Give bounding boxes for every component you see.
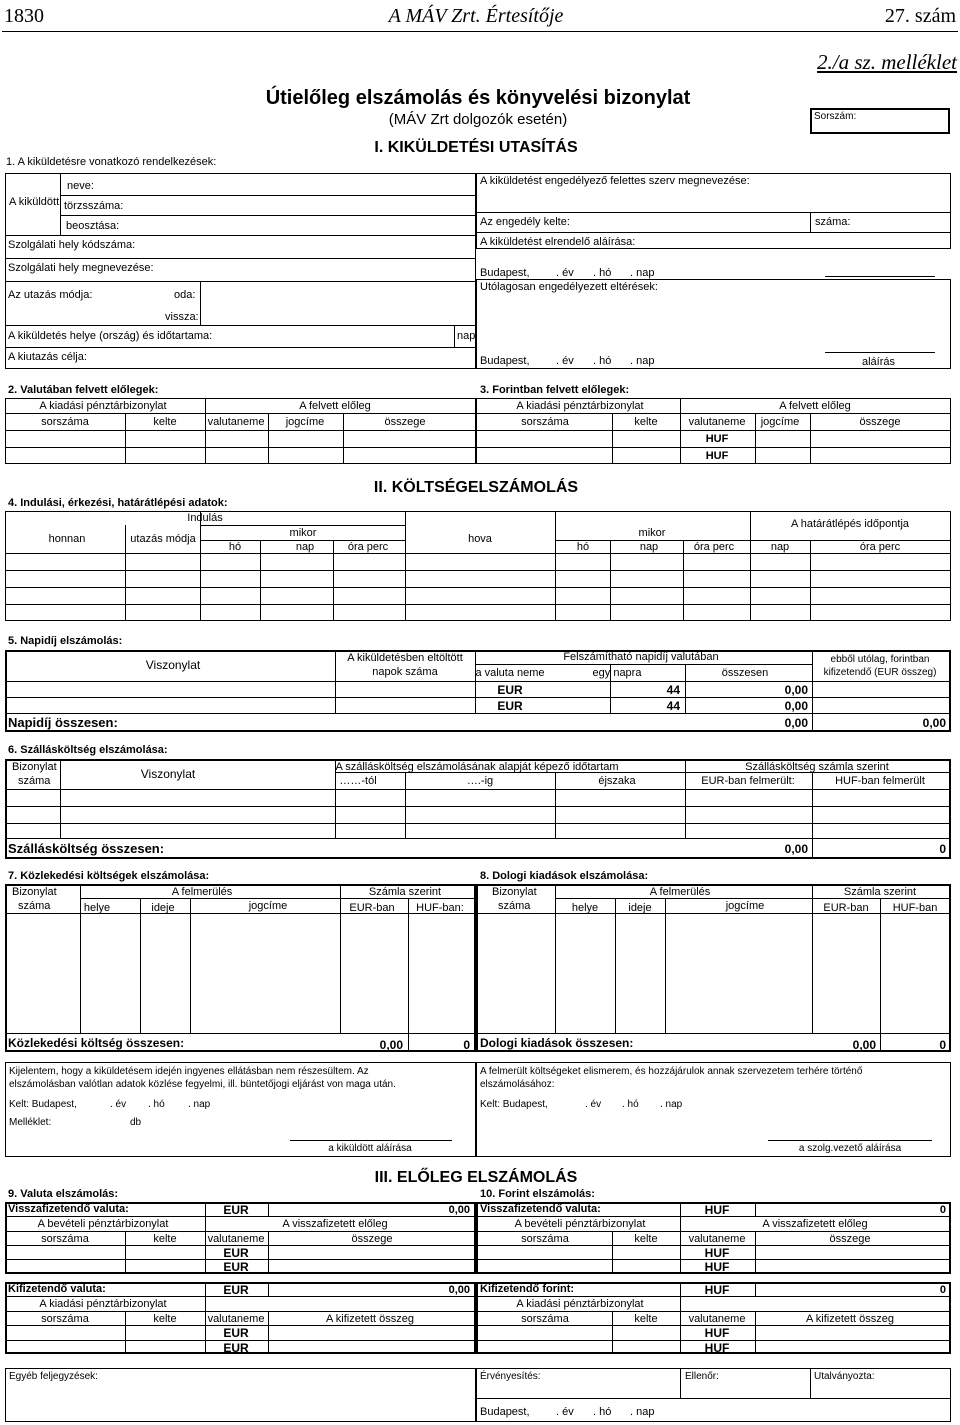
provisions-heading: 1. A kiküldetésre vonatkozó rendelkezések: (6, 156, 217, 168)
outbound-label: oda: (174, 289, 196, 301)
authorizer-label: Utalványozta: (814, 1371, 875, 1382)
s3-voucher-head: A kiadási pénztárbizonylat (516, 400, 644, 412)
s5-row2-currency: EUR (497, 699, 523, 713)
s9-col-serial: sorszáma (41, 1233, 89, 1245)
decl-left-day: . nap (188, 1099, 211, 1110)
s10-payment-voucher-head: A kiadási pénztárbizonylat (516, 1298, 644, 1310)
days-label: nap (457, 330, 476, 342)
departure-head: Indulás (187, 512, 223, 524)
s10-receipt-head: A bevételi pénztárbizonylat (514, 1218, 646, 1230)
s10-huf-2: HUF (704, 1260, 730, 1274)
s9-payout-label: Kifizetendő valuta: (8, 1283, 106, 1295)
s9-pcol-amount: A kifizetett összeg (325, 1313, 415, 1325)
s9-payout-currency: EUR (223, 1283, 249, 1297)
page-number: 1830 (4, 5, 44, 27)
s6-sum-value-1: 0,00 (784, 842, 808, 856)
decl-left-date-label: Kelt: Budapest, (9, 1099, 77, 1110)
validation-label: Érvényesítés: (480, 1371, 541, 1382)
name-label: neve: (67, 180, 94, 192)
s10-refund-label: Visszafizetendő valuta: (480, 1203, 601, 1215)
from-head: honnan (48, 533, 86, 545)
s3-advance-head: A felvett előleg (779, 400, 851, 412)
s6-nights-head: éjszaka (598, 775, 636, 787)
s5-currency-head: a valuta neme (475, 667, 545, 679)
notes-label: Egyéb feljegyzések: (9, 1371, 98, 1382)
hour-head-2: óra perc (693, 541, 735, 553)
section-6-heading: 6. Szállásköltség elszámolása: (8, 744, 168, 756)
declaration-text-2: elszámolásban valótlan adatok közlése fegyelmi, ill. büntetőjogi eljárást von maga után. (9, 1079, 396, 1090)
s10-pcol-amount: A kifizetett összeg (805, 1313, 895, 1325)
s3-col-currency: valutaneme (688, 416, 746, 428)
s10-payout-currency: HUF (704, 1283, 730, 1297)
s8-sum-value-2: 0 (939, 1038, 946, 1052)
when-head-1: mikor (289, 527, 317, 539)
s10-refund-amount: 0 (939, 1204, 946, 1216)
employee-signature-label: a kiküldött aláírása (328, 1143, 412, 1154)
declaration-text-1: Kijelentem, hogy a kiküldetésem idején ingyenes ellátásban nem részesültem. Az (9, 1066, 369, 1077)
section-2-heading: 2. Valutában felvett előlegek: (8, 384, 159, 396)
attachment-label: Melléklet: (9, 1117, 52, 1128)
section-5-heading: 5. Napidíj elszámolás: (8, 635, 123, 647)
s2-col-date: kelte (153, 416, 177, 428)
date-month-2: . hó (593, 355, 612, 367)
s2-voucher-head: A kiadási pénztárbizonylat (39, 400, 167, 412)
s7-voucher-head-1: Bizonylat (12, 886, 57, 898)
section-i-heading: I. KIKÜLDETÉSI UTASÍTÁS (374, 139, 578, 156)
s8-place-head: helye (571, 902, 599, 914)
s7-eur-head: EUR-ban (349, 902, 395, 914)
s8-occurrence-head: A felmerülés (649, 886, 711, 898)
workplace-code-label: Szolgálati hely kódszáma: (8, 239, 136, 251)
s7-voucher-head-2: száma (18, 900, 51, 912)
s10-pcol-currency: valutaneme (688, 1313, 746, 1325)
workplace-name-label: Szolgálati hely megnevezése: (8, 262, 154, 274)
day-head-2: nap (639, 541, 659, 553)
s2-col-serial: sorszáma (41, 416, 89, 428)
manager-signature-label: a szolg.vezető aláírása (798, 1143, 902, 1154)
month-head-1: hó (228, 541, 242, 553)
month-head-2: hó (576, 541, 590, 553)
purpose-label: A kiutazás célja: (8, 351, 87, 363)
s2-advance-head: A felvett előleg (299, 400, 371, 412)
decl-left-month: . hó (148, 1099, 165, 1110)
s10-huf-3: HUF (704, 1326, 730, 1340)
s5-row1-currency: EUR (497, 683, 523, 697)
footer-month: . hó (593, 1406, 612, 1418)
place-budapest-2: Budapest, (480, 355, 530, 367)
footer-year: . év (556, 1406, 574, 1418)
day-head-1: nap (295, 541, 315, 553)
form-title: Útielőleg elszámolás és könyvelési bizonylat (265, 87, 691, 109)
section-8-heading: 8. Dologi kiadások elszámolása: (480, 870, 649, 882)
s7-purpose-head: jogcíme (248, 900, 288, 912)
day-head-3: nap (770, 541, 790, 553)
position-label: beosztása: (66, 220, 120, 232)
journal-title: A MÁV Zrt. Értesítője (388, 5, 564, 27)
travel-mode-head: utazás módja (130, 533, 196, 545)
transport-table (5, 884, 476, 1052)
s9-eur-2: EUR (223, 1260, 249, 1274)
s9-eur-1: EUR (223, 1246, 249, 1260)
s10-huf-4: HUF (704, 1341, 730, 1355)
s6-from-head: ……-tól (339, 775, 377, 787)
controller-label: Ellenőr: (685, 1371, 719, 1382)
s10-refund-currency: HUF (704, 1203, 730, 1217)
date-month: . hó (593, 267, 612, 279)
s9-pcol-date: kelte (153, 1313, 177, 1325)
s7-huf-head: HUF-ban: (416, 902, 464, 914)
permit-date-label: Az engedély kelte: (480, 216, 570, 228)
to-head: hova (468, 533, 492, 545)
decl-right-date-label: Kelt: Budapest, (480, 1099, 548, 1110)
s3-col-serial: sorszáma (521, 416, 569, 428)
s5-rate-head: Felszámítható napidíj valutában (563, 651, 719, 663)
s6-voucher-head-2: száma (18, 775, 51, 787)
s2-col-currency: valutaneme (207, 416, 265, 428)
attachment-count-label: db (130, 1117, 142, 1128)
s8-sum-label: Dologi kiadások összesen: (480, 1036, 634, 1050)
s8-voucher-head-1: Bizonylat (492, 886, 537, 898)
section-10-heading: 10. Forint elszámolás: (480, 1188, 595, 1200)
s9-refund-label: Visszafizetendő valuta: (8, 1203, 129, 1215)
s6-route-head: Viszonylat (140, 767, 196, 781)
s9-col-amount: összege (351, 1233, 393, 1245)
s5-huf-head-2: kifizetendő (EUR összeg) (823, 667, 937, 678)
date-day: . nap (630, 267, 655, 279)
destination-duration-label: A kiküldetés helye (ország) és időtartama: (8, 330, 213, 342)
signature-label: aláírás (862, 356, 896, 368)
s7-sum-value-1: 0,00 (379, 1038, 403, 1052)
s9-eur-4: EUR (223, 1341, 249, 1355)
decl-left-year: . év (110, 1099, 127, 1110)
permit-number-label: száma: (815, 216, 851, 228)
s9-eur-3: EUR (223, 1326, 249, 1340)
s7-sum-label: Közlekedési költség összesen: (8, 1036, 185, 1050)
s7-place-head: helye (83, 902, 111, 914)
s10-col-currency: valutaneme (688, 1233, 746, 1245)
s10-pcol-date: kelte (634, 1313, 658, 1325)
s9-col-currency: valutaneme (207, 1233, 265, 1245)
s5-row2-rate: 44 (666, 699, 680, 713)
s7-occurrence-head: A felmerülés (171, 886, 233, 898)
s5-total-head: összesen (721, 667, 769, 679)
date-day-2: . nap (630, 355, 655, 367)
footer-day: . nap (630, 1406, 655, 1418)
s2-col-title: jogcíme (285, 416, 325, 428)
s5-huf-head-1: ebből utólag, forintban (830, 654, 930, 665)
s10-pcol-serial: sorszáma (521, 1313, 569, 1325)
s5-days-head-2: napok száma (372, 666, 438, 678)
date-year-2: . év (556, 355, 574, 367)
s6-eur-head: EUR-ban felmerült: (701, 775, 795, 787)
s8-huf-head: HUF-ban (892, 902, 938, 914)
border-crossing-head: A határátlépés időpontja (790, 518, 910, 530)
s2-col-amount: összege (384, 416, 426, 428)
serial-number-label: Sorszám: (814, 111, 857, 122)
section-iii-heading: III. ELŐLEG ELSZÁMOLÁS (374, 1169, 578, 1186)
s6-huf-head: HUF-ban felmerült (835, 775, 925, 787)
form-subtitle: (MÁV Zrt dolgozók esetén) (388, 111, 568, 128)
s7-sum-value-2: 0 (463, 1038, 470, 1052)
s9-receipt-head: A bevételi pénztárbizonylat (37, 1218, 169, 1230)
section-3-heading: 3. Forintban felvett előlegek: (480, 384, 630, 396)
s8-voucher-head-2: száma (498, 900, 531, 912)
s6-sum-label: Szállásköltség összesen: (8, 841, 165, 856)
s6-until-head: ….-ig (466, 775, 494, 787)
authorizing-body-label: A kiküldetést engedélyező felettes szerv megnevezése: (480, 175, 750, 187)
s8-invoice-head: Számla szerint (843, 886, 917, 898)
hour-head-1: óra perc (347, 541, 389, 553)
s3-col-amount: összege (859, 416, 901, 428)
travel-mode-label: Az utazás módja: (8, 289, 93, 301)
s8-time-head: ideje (628, 902, 652, 914)
s5-row2-total: 0,00 (784, 699, 808, 713)
date-year: . év (556, 267, 574, 279)
section-9-heading: 9. Valuta elszámolás: (8, 1188, 119, 1200)
s5-route-head: Viszonylat (145, 658, 201, 672)
s10-col-serial: sorszáma (521, 1233, 569, 1245)
approval-text-1: A felmerült költségeket elismerem, és hozzájárulok annak szervezetem terhére történő (480, 1066, 863, 1077)
footer-place: Budapest, (480, 1406, 530, 1418)
hour-head-3: óra perc (859, 541, 901, 553)
s9-payment-voucher-head: A kiadási pénztárbizonylat (39, 1298, 167, 1310)
s6-invoice-head: Szállásköltség számla szerint (745, 761, 889, 773)
s3-currency-huf-1: HUF (705, 433, 729, 445)
s5-sum-value-2: 0,00 (922, 716, 946, 730)
ordering-signature-label: A kiküldetést elrendelő aláírása: (480, 236, 636, 248)
section-4-heading: 4. Indulási, érkezési, határátlépési adatok: (8, 497, 228, 509)
s6-voucher-head-1: Bizonylat (12, 761, 57, 773)
issue-number: 27. szám (884, 5, 956, 27)
place-budapest: Budapest, (480, 267, 530, 279)
s5-row1-total: 0,00 (784, 683, 808, 697)
s9-payout-amount: 0,00 (448, 1284, 470, 1296)
s8-purpose-head: jogcíme (725, 900, 765, 912)
s5-row1-rate: 44 (666, 683, 680, 697)
s5-per-day-head: egy napra (592, 667, 642, 679)
s3-currency-huf-2: HUF (705, 450, 729, 462)
section-7-heading: 7. Közlekedési költségek elszámolása: (8, 870, 210, 882)
when-head-2: mikor (638, 527, 666, 539)
s10-col-amount: összege (829, 1233, 871, 1245)
employee-id-label: törzsszáma: (64, 200, 124, 212)
s7-time-head: ideje (151, 902, 175, 914)
s5-sum-value-1: 0,00 (784, 716, 808, 730)
s9-refund-currency: EUR (223, 1203, 249, 1217)
s9-col-date: kelte (153, 1233, 177, 1245)
s7-invoice-head: Számla szerint (368, 886, 442, 898)
s10-huf-1: HUF (704, 1246, 730, 1260)
s6-period-head: A szállásköltség elszámolásának alapját képező időtartam (335, 761, 619, 773)
decl-right-year: . év (585, 1099, 602, 1110)
section-ii-heading: II. KÖLTSÉGELSZÁMOLÁS (373, 479, 579, 496)
s9-refunded-head: A visszafizetett előleg (282, 1218, 388, 1230)
s5-sum-label: Napidíj összesen: (8, 715, 118, 730)
s10-payout-label: Kifizetendő forint: (480, 1283, 575, 1295)
decl-right-month: . hó (622, 1099, 639, 1110)
s5-days-head-1: A kiküldetésben eltöltött (347, 652, 463, 664)
s3-col-title: jogcíme (760, 416, 800, 428)
approval-text-2: elszámolásához: (480, 1079, 555, 1090)
s3-col-date: kelte (634, 416, 658, 428)
deviations-label: Utólagosan engedélyezett eltérések: (480, 281, 658, 293)
s6-sum-value-2: 0 (939, 842, 946, 856)
employee-label: A kiküldött (9, 196, 60, 208)
annex-label: 2./a sz. melléklet (817, 50, 957, 74)
header-rule (2, 31, 958, 32)
s8-sum-value-1: 0,00 (852, 1038, 876, 1052)
s10-payout-amount: 0 (939, 1284, 946, 1296)
s10-refunded-head: A visszafizetett előleg (762, 1218, 868, 1230)
s9-refund-amount: 0,00 (448, 1204, 470, 1216)
decl-right-day: . nap (660, 1099, 683, 1110)
s10-col-date: kelte (634, 1233, 658, 1245)
s9-pcol-currency: valutaneme (207, 1313, 265, 1325)
s9-pcol-serial: sorszáma (41, 1313, 89, 1325)
s8-eur-head: EUR-ban (823, 902, 869, 914)
return-label: vissza: (165, 311, 199, 323)
